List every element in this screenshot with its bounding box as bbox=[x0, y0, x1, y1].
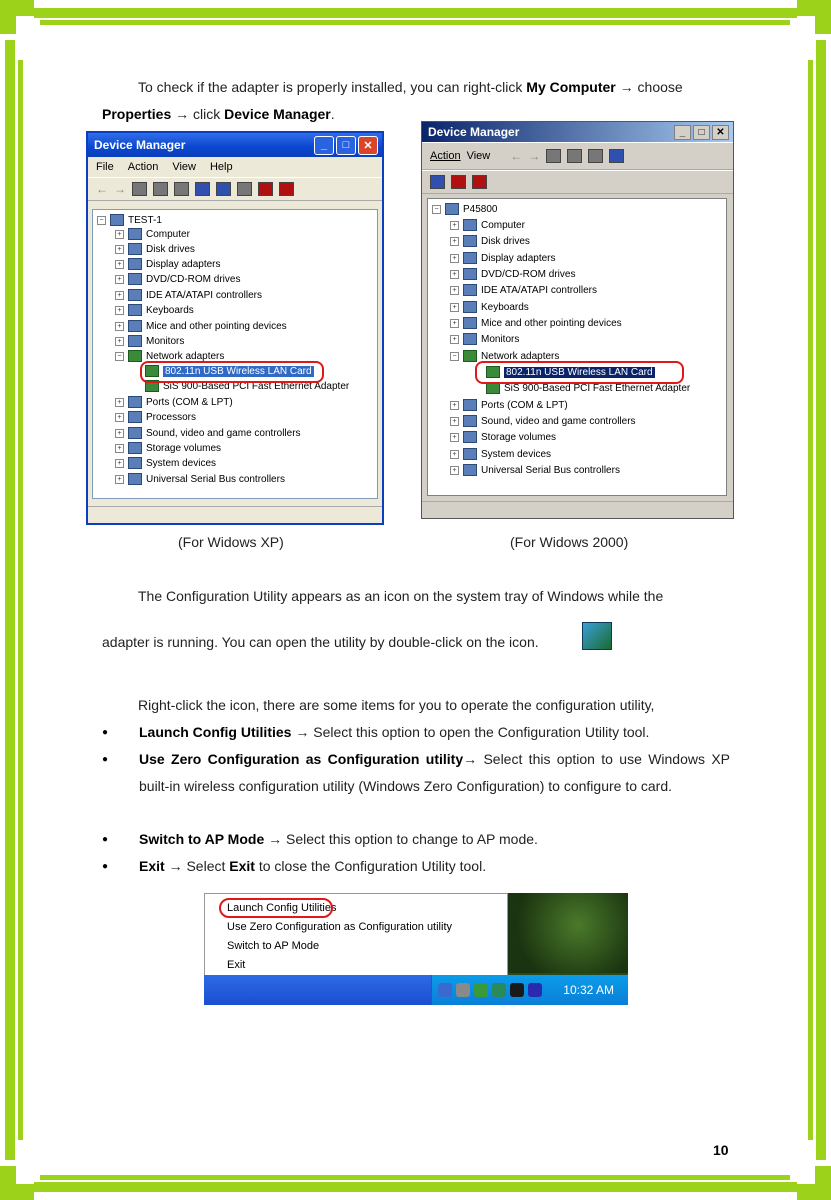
bullet-launch: Launch Config Utilities → Select this option to open the Configuration Utility tool. bbox=[139, 724, 650, 740]
tree-item[interactable]: + System devices bbox=[115, 457, 216, 469]
keyboard-icon bbox=[128, 304, 142, 316]
ide-icon bbox=[128, 289, 142, 301]
volume-tray-icon[interactable] bbox=[456, 983, 470, 997]
caption-xp: (For Widows XP) bbox=[178, 534, 284, 550]
tree-item[interactable]: + Disk drives bbox=[450, 235, 530, 247]
show-hide-tree-icon[interactable] bbox=[132, 182, 147, 196]
w2k-statusbar bbox=[422, 501, 733, 518]
maximize-button[interactable]: □ bbox=[336, 136, 356, 155]
corner-bottom-right bbox=[797, 1166, 831, 1200]
config-line-2: adapter is running. You can open the utility by double-click on the icon. bbox=[102, 634, 539, 650]
tree-item[interactable]: + Ports (COM & LPT) bbox=[450, 399, 568, 411]
usb-icon bbox=[128, 473, 142, 485]
caption-w2k: (For Widows 2000) bbox=[510, 534, 629, 550]
corner-bottom-left bbox=[0, 1166, 34, 1200]
utility-tray-icon[interactable] bbox=[474, 983, 488, 997]
intro-paragraph bbox=[102, 74, 730, 128]
tray-menu-screenshot bbox=[204, 893, 628, 1005]
tree-item[interactable]: + Computer bbox=[450, 219, 525, 231]
print-icon[interactable] bbox=[174, 182, 189, 196]
xp-statusbar bbox=[88, 506, 382, 523]
tree-item[interactable]: + System devices bbox=[450, 448, 551, 460]
computer-icon bbox=[128, 228, 142, 240]
tree-item[interactable]: + Keyboards bbox=[115, 304, 194, 316]
properties-icon[interactable] bbox=[588, 149, 603, 163]
xp-menubar bbox=[88, 157, 382, 177]
tree-item[interactable]: + Keyboards bbox=[450, 301, 529, 313]
port-icon bbox=[128, 396, 142, 408]
intro-text-1: To check if the adapter is properly installed, you can right-click bbox=[138, 79, 527, 95]
page-border-left-inner bbox=[18, 60, 23, 1140]
tree-item[interactable]: + Storage volumes bbox=[450, 431, 556, 443]
menu-item-exit[interactable]: Exit bbox=[227, 959, 246, 971]
network-icon bbox=[463, 350, 477, 362]
sound-icon bbox=[128, 427, 142, 439]
processor-icon bbox=[128, 411, 142, 423]
w2k-titlebar[interactable] bbox=[422, 122, 733, 142]
w2k-device-manager-window bbox=[421, 121, 734, 519]
properties-label: Properties bbox=[102, 106, 172, 122]
bullet-dot: ● bbox=[102, 834, 109, 845]
tree-root-xp[interactable]: − TEST-1 bbox=[97, 214, 162, 226]
mouse-icon bbox=[463, 317, 477, 329]
context-menu bbox=[204, 893, 508, 977]
scan-hardware-icon[interactable] bbox=[216, 182, 231, 196]
menu-view[interactable]: View bbox=[466, 150, 491, 162]
wireless-tray-icon[interactable] bbox=[510, 983, 524, 997]
computer-icon bbox=[110, 214, 124, 226]
help-icon[interactable] bbox=[195, 182, 210, 196]
display-icon bbox=[463, 252, 477, 264]
intro-text-3: → click bbox=[171, 106, 225, 122]
tree-item[interactable]: + Display adapters bbox=[115, 258, 220, 270]
intro-text-2: → choose bbox=[615, 79, 683, 95]
network-icon bbox=[128, 350, 142, 362]
xp-toolbar bbox=[88, 177, 382, 201]
w2k-toolbar-2 bbox=[422, 170, 733, 194]
forward-arrow-icon[interactable]: → bbox=[114, 182, 126, 196]
w2k-window-title: Device Manager bbox=[428, 125, 520, 139]
keyboard-icon bbox=[463, 301, 477, 313]
bullet-exit: Exit → Select Exit to close the Configuration Utility tool. bbox=[139, 858, 487, 874]
page-border-bottom bbox=[20, 1182, 810, 1192]
display-tray-icon[interactable] bbox=[528, 983, 542, 997]
desktop-wallpaper bbox=[503, 893, 628, 973]
port-icon bbox=[463, 399, 477, 411]
properties-icon[interactable] bbox=[153, 182, 168, 196]
disk-icon bbox=[128, 243, 142, 255]
tree-item-wireless-card[interactable]: 802.11n USB Wireless LAN Card bbox=[486, 366, 655, 378]
tree-item[interactable]: + Disk drives bbox=[115, 243, 195, 255]
menu-view[interactable]: View bbox=[172, 161, 196, 173]
forward-arrow-icon[interactable]: → bbox=[528, 149, 541, 163]
close-button[interactable]: ✕ bbox=[358, 136, 378, 155]
monitor-icon bbox=[463, 333, 477, 345]
menu-item-launch-config[interactable]: Launch Config Utilities bbox=[227, 902, 337, 914]
xp-window-title: Device Manager bbox=[94, 138, 186, 152]
tree-item[interactable]: + Sound, video and game controllers bbox=[450, 415, 636, 427]
rightclick-paragraph: Right-click the icon, there are some items for you to operate the configuration utility, bbox=[138, 697, 655, 713]
highlight-oval bbox=[219, 898, 333, 918]
menu-item-ap-mode[interactable]: Switch to AP Mode bbox=[227, 940, 320, 952]
system-icon bbox=[463, 448, 477, 460]
update-driver-icon[interactable] bbox=[237, 182, 252, 196]
menu-file[interactable]: File bbox=[96, 161, 114, 173]
intro-text-4: . bbox=[330, 106, 335, 122]
w2k-device-tree bbox=[427, 198, 727, 496]
sound-icon bbox=[463, 415, 477, 427]
tree-item[interactable]: + DVD/CD-ROM drives bbox=[450, 268, 575, 280]
disable-icon[interactable] bbox=[451, 175, 466, 189]
xp-titlebar[interactable] bbox=[88, 133, 382, 157]
taskbar bbox=[204, 975, 628, 1005]
highlight-oval bbox=[140, 361, 324, 383]
menu-action[interactable]: Action bbox=[430, 150, 461, 162]
config-line-1: The Configuration Utility appears as an icon on the system tray of Windows while the bbox=[138, 588, 664, 604]
display-icon bbox=[128, 258, 142, 270]
page-number: 10 bbox=[713, 1142, 729, 1158]
bullet-dot: ● bbox=[102, 727, 109, 738]
page-border-bottom-inner bbox=[40, 1175, 790, 1180]
menu-action[interactable]: Action bbox=[127, 161, 159, 173]
uninstall-icon[interactable] bbox=[279, 182, 294, 196]
page-border-left bbox=[5, 40, 15, 1160]
tree-item[interactable]: + Mice and other pointing devices bbox=[450, 317, 622, 329]
corner-top-right bbox=[797, 0, 831, 34]
tree-item[interactable]: + Ports (COM & LPT) bbox=[115, 396, 233, 408]
maximize-button[interactable]: □ bbox=[693, 125, 710, 140]
menu-help[interactable]: Help bbox=[209, 161, 233, 173]
xp-device-manager-window bbox=[86, 131, 384, 525]
tree-item-wireless-card[interactable]: 802.11n USB Wireless LAN Card bbox=[145, 365, 314, 377]
tree-item[interactable]: + DVD/CD-ROM drives bbox=[115, 273, 240, 285]
config-utility-icon bbox=[582, 622, 612, 650]
tree-item[interactable]: + Storage volumes bbox=[115, 442, 221, 454]
tree-item[interactable]: + Mice and other pointing devices bbox=[115, 320, 287, 332]
dvd-icon bbox=[128, 273, 142, 285]
back-arrow-icon[interactable]: ← bbox=[96, 182, 108, 196]
storage-icon bbox=[128, 442, 142, 454]
system-tray bbox=[431, 975, 628, 1005]
minimize-button[interactable]: _ bbox=[674, 125, 691, 140]
tree-item[interactable]: + Computer bbox=[115, 228, 190, 240]
tree-item[interactable]: SiS 900-Based PCI Fast Ethernet Adapter bbox=[145, 380, 349, 392]
tree-item[interactable]: + Display adapters bbox=[450, 252, 555, 264]
tree-item[interactable]: + Sound, video and game controllers bbox=[115, 427, 301, 439]
system-icon bbox=[128, 457, 142, 469]
disable-icon[interactable] bbox=[258, 182, 273, 196]
w2k-toolbar bbox=[422, 142, 733, 170]
config-tray-icon[interactable] bbox=[492, 983, 506, 997]
ide-icon bbox=[463, 284, 477, 296]
network-tray-icon[interactable] bbox=[438, 983, 452, 997]
page-border-top-inner bbox=[40, 20, 790, 25]
storage-icon bbox=[463, 431, 477, 443]
usb-icon bbox=[463, 464, 477, 476]
tree-item[interactable]: SiS 900-Based PCI Fast Ethernet Adapter bbox=[486, 382, 690, 394]
scan-hardware-icon[interactable] bbox=[430, 175, 445, 189]
monitor-icon bbox=[128, 335, 142, 347]
bullet-zero-config: Use Zero Configuration as Configuration utility→ Select this option to use Windows XP built-in wireless configuration utility (Windows Zero Configuration) to configure to card. bbox=[139, 751, 730, 794]
taskbar-clock: 10:32 AM bbox=[563, 983, 614, 997]
uninstall-icon[interactable] bbox=[472, 175, 487, 189]
disk-icon bbox=[463, 235, 477, 247]
page-border-right bbox=[816, 40, 826, 1160]
help-icon[interactable] bbox=[609, 149, 624, 163]
my-computer-label: My Computer bbox=[526, 79, 616, 95]
device-manager-label: Device Manager bbox=[224, 106, 331, 122]
tree-item[interactable]: + Monitors bbox=[450, 333, 519, 345]
tree-item[interactable]: + Universal Serial Bus controllers bbox=[450, 464, 620, 476]
page-border-top bbox=[20, 8, 810, 18]
mouse-icon bbox=[128, 320, 142, 332]
tree-item[interactable]: + Processors bbox=[115, 411, 196, 423]
tree-item[interactable]: + Monitors bbox=[115, 335, 184, 347]
bullet-dot: ● bbox=[102, 754, 109, 765]
tree-root-w2k[interactable]: − P45800 bbox=[432, 203, 497, 215]
tree-item[interactable]: + Universal Serial Bus controllers bbox=[115, 473, 285, 485]
page-border-right-inner bbox=[808, 60, 813, 1140]
bullet-dot: ● bbox=[102, 861, 109, 872]
menu-item-zero-config[interactable]: Use Zero Configuration as Configuration utility bbox=[227, 921, 453, 933]
bullet-ap-mode: Switch to AP Mode → Select this option to change to AP mode. bbox=[139, 831, 538, 847]
tree-item[interactable]: − Network adapters bbox=[115, 350, 224, 362]
minimize-button[interactable]: _ bbox=[314, 136, 334, 155]
show-hide-tree-icon[interactable] bbox=[567, 149, 582, 163]
computer-icon bbox=[445, 203, 459, 215]
close-button[interactable]: ✕ bbox=[712, 125, 729, 140]
tree-item[interactable]: − Network adapters bbox=[450, 350, 559, 362]
corner-top-left bbox=[0, 0, 34, 34]
tree-item[interactable]: + IDE ATA/ATAPI controllers bbox=[115, 289, 262, 301]
back-arrow-icon[interactable]: ← bbox=[510, 149, 523, 163]
xp-device-tree bbox=[92, 209, 378, 499]
folder-icon[interactable] bbox=[546, 149, 561, 163]
dvd-icon bbox=[463, 268, 477, 280]
computer-icon bbox=[463, 219, 477, 231]
highlight-oval bbox=[475, 361, 684, 384]
tree-item[interactable]: + IDE ATA/ATAPI controllers bbox=[450, 284, 597, 296]
